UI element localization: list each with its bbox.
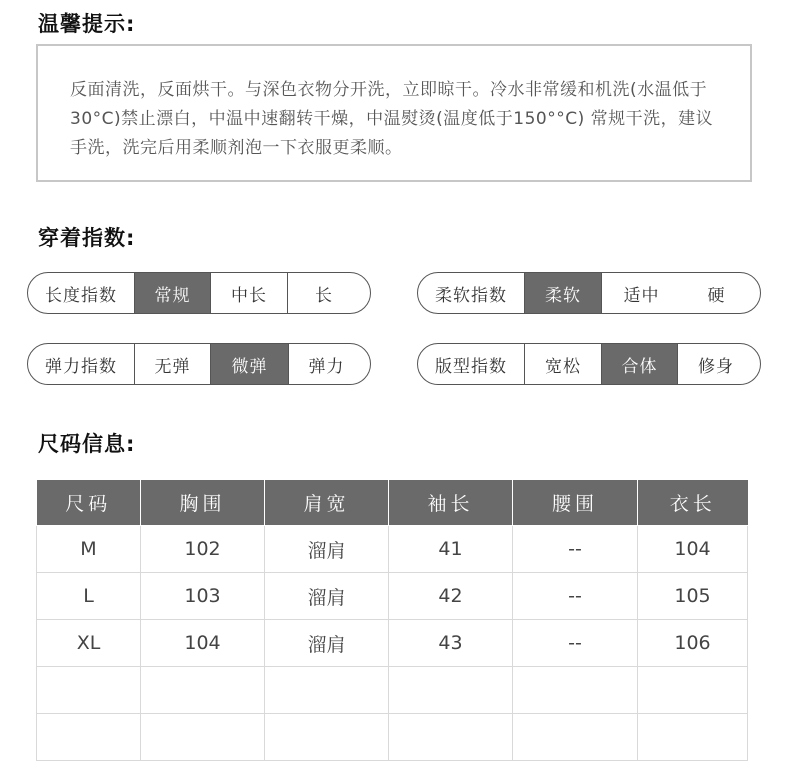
cell-length: 104 (638, 526, 748, 573)
cell-empty (141, 714, 265, 761)
fit-option-loose: 宽松 (524, 344, 601, 384)
cell-empty (265, 714, 389, 761)
cell-empty (513, 714, 638, 761)
cell-waist: -- (513, 526, 638, 573)
header-length: 衣长 (638, 480, 748, 526)
softness-option-hard: 硬 (707, 285, 726, 306)
size-info-title: 尺码信息: (38, 432, 136, 456)
cell-size: L (37, 573, 141, 620)
table-row (37, 667, 748, 714)
care-tips-title: 温馨提示: (38, 12, 136, 36)
table-row (37, 526, 748, 573)
size-table-header (37, 480, 748, 526)
cell-length: 106 (638, 620, 748, 667)
cell-empty (389, 667, 513, 714)
cell-sleeve: 41 (389, 526, 513, 573)
wear-index-title: 穿着指数: (38, 226, 136, 250)
cell-sleeve: 42 (389, 573, 513, 620)
elasticity-option-elastic: 弹力 (288, 344, 370, 384)
cell-chest: 104 (141, 620, 265, 667)
length-option-long: 长 (287, 273, 370, 313)
table-row (37, 620, 748, 667)
softness-index (417, 272, 761, 314)
cell-chest: 103 (141, 573, 265, 620)
cell-empty (638, 667, 748, 714)
elasticity-index-label: 弹力指数 (45, 356, 117, 377)
length-index (27, 272, 371, 314)
header-shoulder: 肩宽 (265, 480, 389, 526)
fit-option-slim: 修身 (677, 344, 760, 384)
size-table (36, 480, 748, 761)
elasticity-option-slight: 微弹 (210, 344, 288, 384)
softness-index-label: 柔软指数 (435, 285, 507, 306)
elasticity-option-none: 无弹 (134, 344, 210, 384)
table-row (37, 573, 748, 620)
cell-waist: -- (513, 620, 638, 667)
cell-empty (389, 714, 513, 761)
cell-sleeve: 43 (389, 620, 513, 667)
cell-empty (638, 714, 748, 761)
cell-empty (141, 667, 265, 714)
cell-size: XL (37, 620, 141, 667)
cell-size: M (37, 526, 141, 573)
cell-shoulder: 溜肩 (265, 526, 389, 573)
cell-empty (513, 667, 638, 714)
cell-empty (37, 667, 141, 714)
cell-empty (265, 667, 389, 714)
softness-option-soft: 柔软 (524, 273, 601, 313)
care-tips-box (36, 44, 752, 182)
cell-empty (37, 714, 141, 761)
cell-shoulder: 溜肩 (265, 573, 389, 620)
fit-option-fitted: 合体 (601, 344, 677, 384)
softness-option-medium: 适中 (601, 273, 681, 313)
cell-length: 105 (638, 573, 748, 620)
header-size: 尺码 (37, 480, 141, 526)
cell-chest: 102 (141, 526, 265, 573)
length-option-mid: 中长 (210, 273, 287, 313)
length-option-regular: 常规 (134, 273, 210, 313)
header-chest: 胸围 (141, 480, 265, 526)
table-row (37, 714, 748, 761)
fit-index-label: 版型指数 (435, 356, 507, 377)
fit-index (417, 343, 761, 385)
elasticity-index (27, 343, 371, 385)
cell-shoulder: 溜肩 (265, 620, 389, 667)
header-waist: 腰围 (513, 480, 638, 526)
care-tips-text: 反面清洗，反面烘干。与深色衣物分开洗，立即晾干。冷水非常缓和机洗(水温低于30°C)禁止漂白，中温中速翻转干燥，中温熨烫(温度低于150°°C) 常规干洗，建议手洗，洗完后用柔顺剂泡一下衣服更柔顺。 (70, 80, 714, 158)
header-sleeve: 袖长 (389, 480, 513, 526)
length-index-label: 长度指数 (45, 285, 117, 306)
cell-waist: -- (513, 573, 638, 620)
